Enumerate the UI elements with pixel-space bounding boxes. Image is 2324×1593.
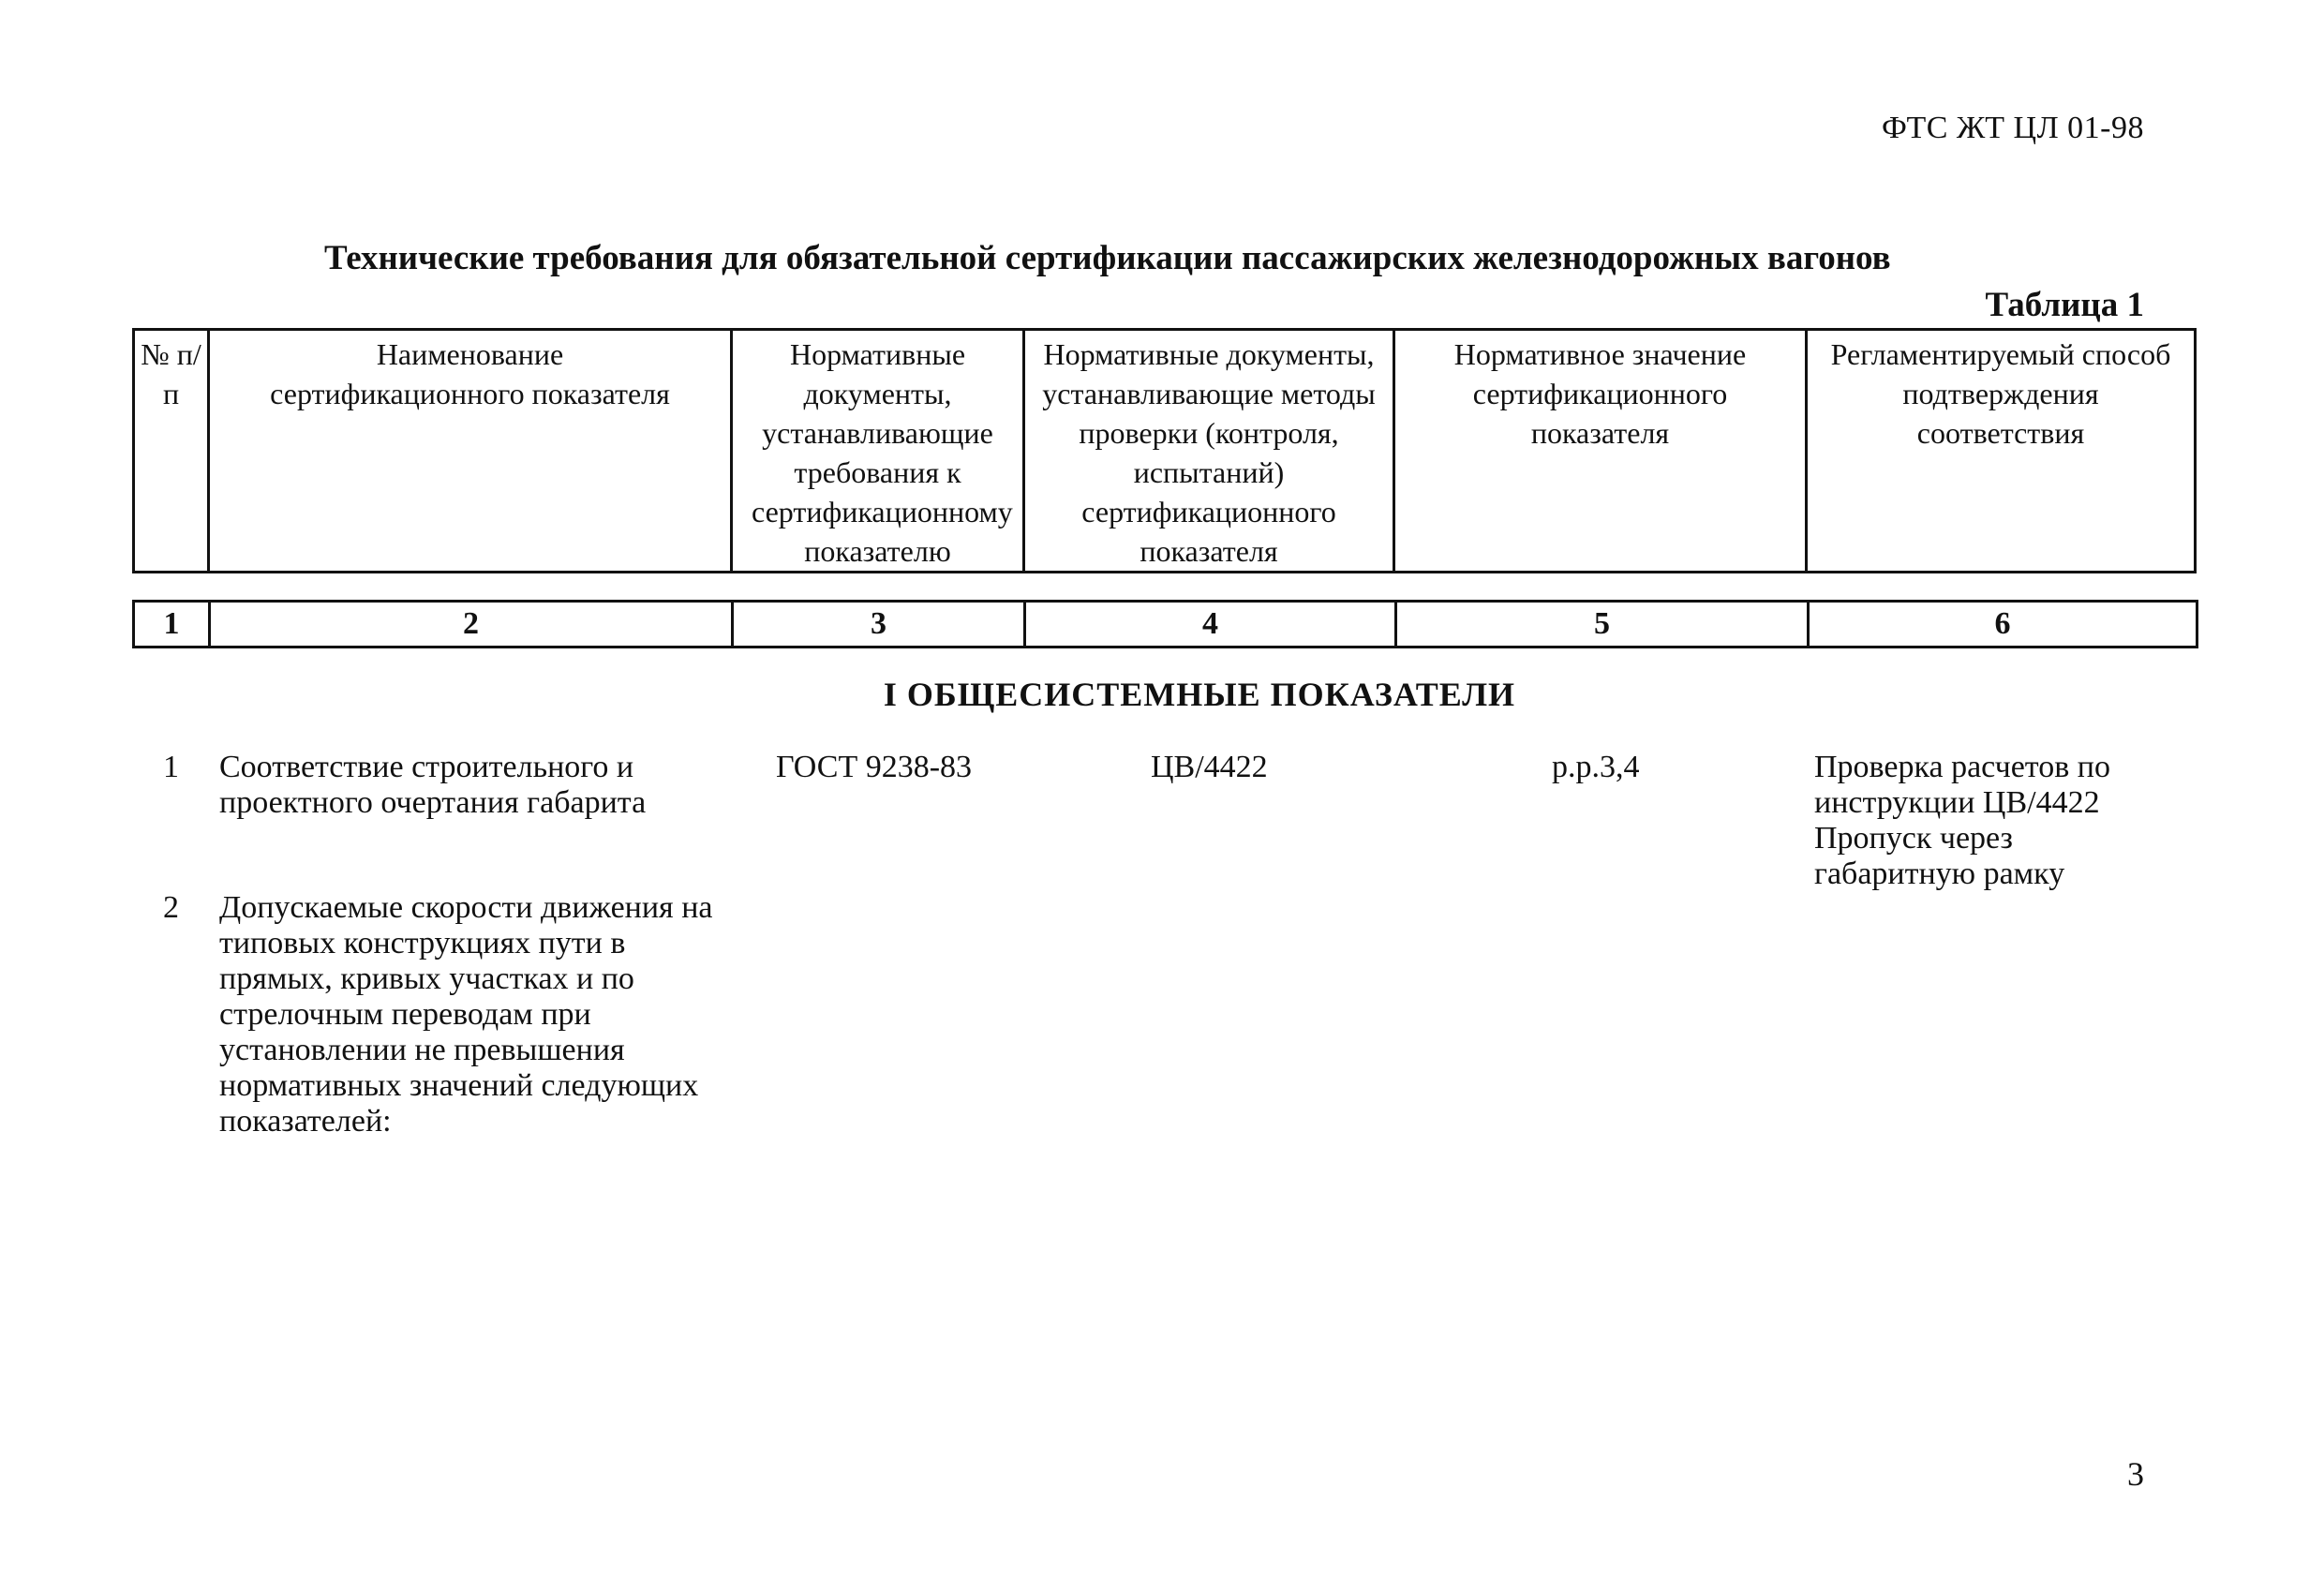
column-number: 5 (1396, 602, 1809, 648)
header-confirmation-method: Регламентируемый способ подтверждения соответствия (1807, 330, 2196, 573)
column-number: 3 (733, 602, 1025, 648)
row-normative-value: р.р.3,4 (1552, 750, 1640, 784)
row-indicator-name: Соответствие строительного и проектного очертания габарита (219, 750, 647, 820)
section-title: I ОБЩЕСИСТЕМНЫЕ ПОКАЗАТЕЛИ (883, 676, 1516, 713)
column-number: 6 (1809, 602, 2197, 648)
document-code: ФТС ЖТ ЦЛ 01-98 (1881, 111, 2144, 145)
column-number: 2 (210, 602, 733, 648)
row-confirmation-method: Проверка расчетов по инструкции ЦВ/4422 Пропуск через габаритную рамку (1814, 750, 2110, 891)
document-title: Технические требования для обязательной сертификации пассажирских железнодорожных вагонов (324, 239, 1891, 277)
row-number: 1 (163, 750, 179, 784)
column-number: 4 (1025, 602, 1396, 648)
table-label: Таблица 1 (1985, 286, 2144, 324)
row-requirement-docs: ГОСТ 9238-83 (776, 750, 973, 784)
header-normative-value: Нормативное значение сертификационного показателя (1394, 330, 1807, 573)
row-indicator-name: Допускаемые скорости движения на типовых конструкциях пути в прямых, кривых участках и по стрелочным переводам при установлении не превышения нормативных значений следующих показателей: (219, 890, 713, 1139)
header-method-docs: Нормативные документы, устанавливающие методы проверки (контроля, испытаний) сертификационного показателя (1024, 330, 1394, 573)
header-indicator-name: Наименование сертификационного показателя (209, 330, 732, 573)
header-number: № п/п (134, 330, 209, 573)
header-requirement-docs: Нормативные документы, устанавливающие требования к сертификационному показателю (732, 330, 1024, 573)
table-header (132, 328, 2197, 573)
row-method-docs: ЦВ/4422 (1151, 750, 1268, 784)
page-number: 3 (2127, 1455, 2144, 1493)
row-number: 2 (163, 890, 179, 925)
column-numbers-row (132, 600, 2198, 648)
column-number: 1 (134, 602, 210, 648)
